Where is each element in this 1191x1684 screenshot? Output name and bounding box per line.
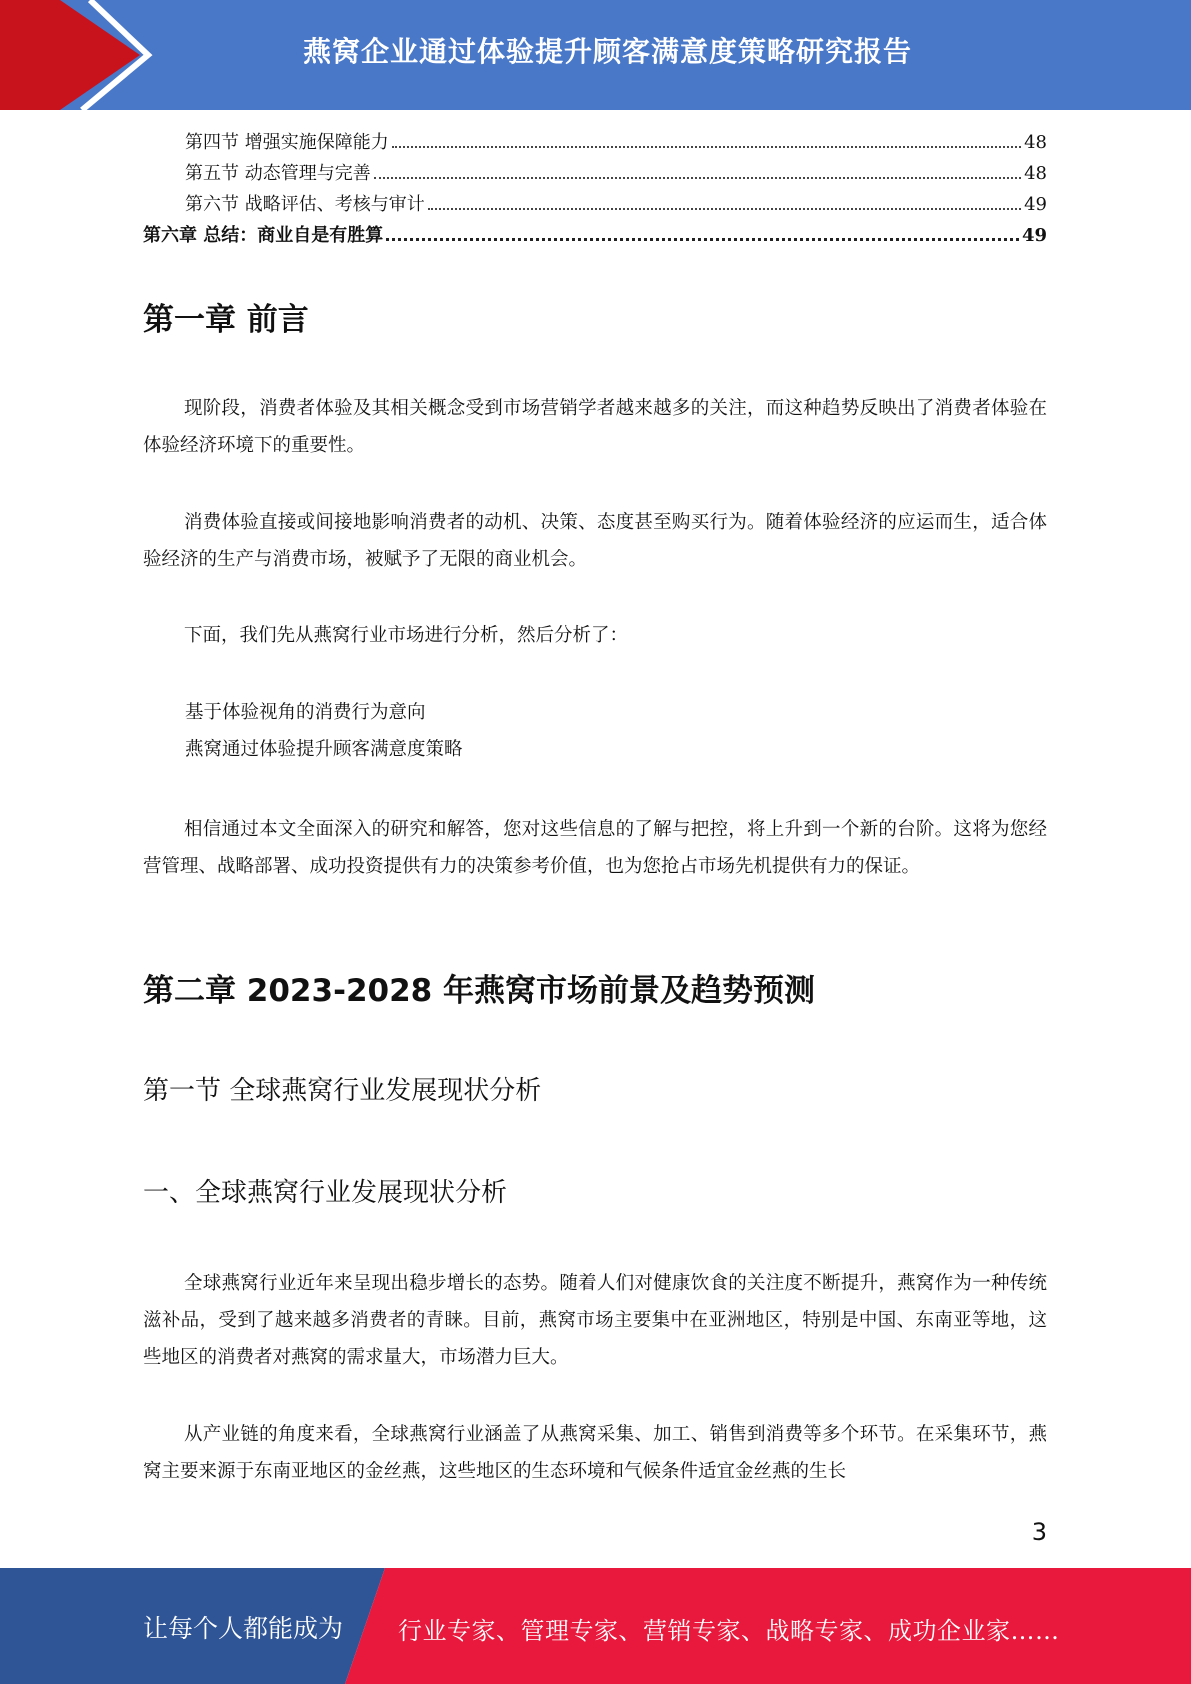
toc-label: 第六章 总结：商业自是有胜算 xyxy=(143,225,384,246)
toc-leader-dots xyxy=(374,177,1021,179)
paragraph: 全球燕窝行业近年来呈现出稳步增长的态势。随着人们对健康饮食的关注度不断提升，燕窝作为一种传统滋补品，受到了越来越多消费者的青睐。目前，燕窝市场主要集中在亚洲地区，特别是中国、东南亚等地，这些地区的消费者对燕窝的需求量大，市场潜力巨大。 xyxy=(143,1273,1047,1368)
header-banner xyxy=(0,0,1191,110)
list-item: 燕窝通过体验提升顾客满意度策略 xyxy=(185,739,463,760)
toc-page-number: 49 xyxy=(1024,194,1047,215)
toc-label: 第五节 动态管理与完善 xyxy=(185,163,371,184)
toc-page-number: 49 xyxy=(1021,225,1047,246)
list-item: 基于体验视角的消费行为意向 xyxy=(185,702,426,723)
paragraph: 下面，我们先从燕窝行业市场进行分析，然后分析了： xyxy=(184,625,629,646)
paragraph: 消费体验直接或间接地影响消费者的动机、决策、态度甚至购买行为。随着体验经济的应运而生，适合体验经济的生产与消费市场，被赋予了无限的商业机会。 xyxy=(143,512,1047,570)
table-of-contents xyxy=(143,128,1047,252)
paragraph: 相信通过本文全面深入的研究和解答，您对这些信息的了解与把控，将上升到一个新的台阶。这将为您经营管理、战略部署、成功投资提供有力的决策参考价值，也为您抢占市场先机提供有力的保证。 xyxy=(143,819,1047,877)
page-number: 3 xyxy=(1031,1518,1047,1546)
footer-banner xyxy=(0,1568,1191,1684)
toc-leader-dots xyxy=(386,238,1019,241)
footer-slogan-right: 行业专家、管理专家、营销专家、战略专家、成功企业家…… xyxy=(398,1617,1060,1645)
section-heading: 第一节 全球燕窝行业发展现状分析 xyxy=(143,1076,542,1106)
paragraph: 从产业链的角度来看，全球燕窝行业涵盖了从燕窝采集、加工、销售到消费等多个环节。在采集环节，燕窝主要来源于东南亚地区的金丝燕，这些地区的生态环境和气候条件适宜金丝燕的生长 xyxy=(143,1424,1047,1482)
toc-entry[interactable] xyxy=(143,159,1047,190)
subsection-heading: 一、全球燕窝行业发展现状分析 xyxy=(143,1178,508,1208)
toc-leader-dots xyxy=(428,208,1021,210)
chapter-1-heading: 第一章 前言 xyxy=(143,302,309,338)
toc-page-number: 48 xyxy=(1024,132,1047,153)
toc-entry[interactable] xyxy=(143,190,1047,221)
toc-label: 第六节 战略评估、考核与审计 xyxy=(185,194,425,215)
toc-leader-dots xyxy=(392,146,1021,148)
toc-entry[interactable] xyxy=(143,128,1047,159)
toc-entry-chapter[interactable] xyxy=(143,221,1047,252)
toc-label: 第四节 增强实施保障能力 xyxy=(185,132,389,153)
chapter-2-heading: 第二章 2023-2028 年燕窝市场前景及趋势预测 xyxy=(143,973,816,1009)
paragraph: 现阶段，消费者体验及其相关概念受到市场营销学者越来越多的关注，而这种趋势反映出了消费者体验在体验经济环境下的重要性。 xyxy=(143,398,1047,456)
toc-page-number: 48 xyxy=(1024,163,1047,184)
report-title: 燕窝企业通过体验提升顾客满意度策略研究报告 xyxy=(302,35,912,68)
footer-slogan-left: 让每个人都能成为 xyxy=(143,1614,344,1643)
